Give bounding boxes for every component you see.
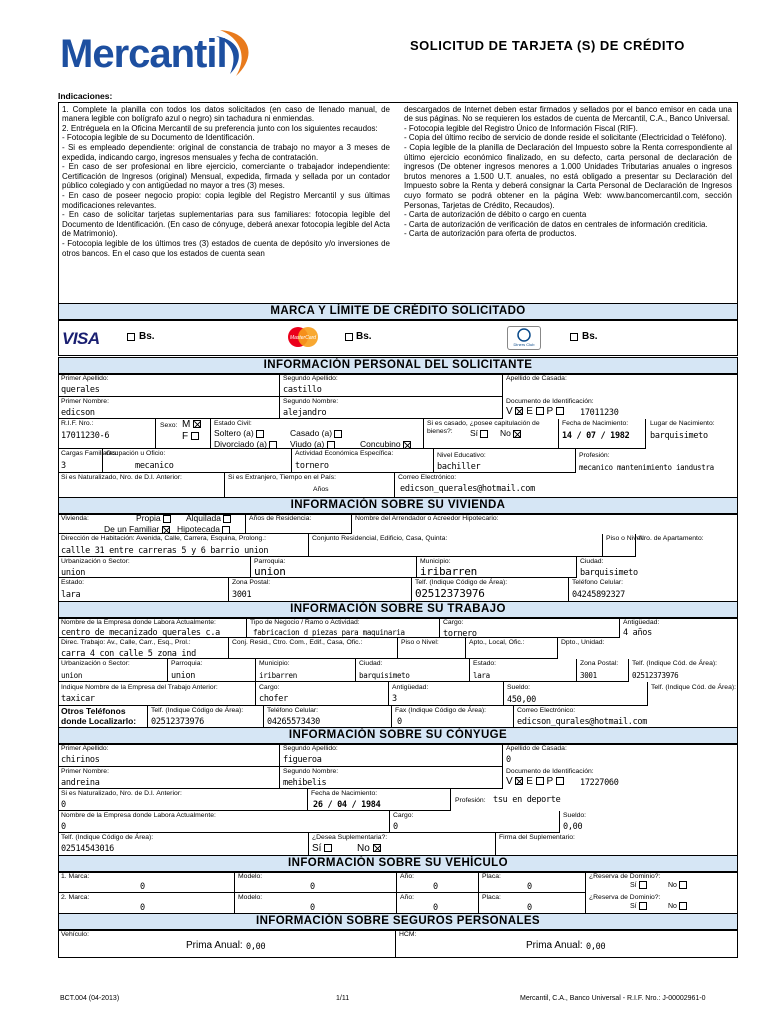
label-conjunto: Conjunto Residencial, Edificio, Casa, Quinta: <box>312 535 448 542</box>
c-sueldo-value[interactable]: 0,00 <box>563 822 583 832</box>
label-primer-apellido: Primer Apellido: <box>61 375 109 382</box>
reserva1-si-checkbox[interactable] <box>639 881 647 889</box>
telx-value[interactable]: 02512373976 <box>151 717 204 727</box>
label-anos: Años <box>313 486 329 493</box>
label-lugar-nacimiento: Lugar de Nacimiento: <box>650 420 715 427</box>
c-telefono-value[interactable]: 02514543016 <box>61 844 114 854</box>
label-marca1: 1. Marca: <box>61 873 90 880</box>
label-c-suplementaria: ¿Desea Suplementaria?: <box>312 834 388 841</box>
email-trabajo-value[interactable]: edicson_qurales@hotmail.com <box>517 717 648 727</box>
label-actividad: Actividad Económica Específica: <box>295 450 394 457</box>
instruction-item: descargados de Internet deben estar firmados y sellados por el banco emisor en cada una de sus páginas. No se requieren los estados de cuenta de Mercantil, C.A., Banco Universal. <box>404 104 732 124</box>
capit-no-checkbox[interactable] <box>513 430 521 438</box>
section-marca: MARCA Y LÍMITE DE CRÉDITO SOLICITADO <box>58 303 738 320</box>
supl-no-checkbox[interactable] <box>373 844 381 852</box>
label-telefono: Telf. (Indique Código de Área): <box>415 579 508 586</box>
c-doc-p-checkbox[interactable] <box>556 777 564 785</box>
instructions <box>58 92 738 310</box>
instruction-item: 2. Entréguela en la Oficina Mercantil de su preferencia junto con los siguientes recaudos: <box>62 123 378 133</box>
label-sueldo: Sueldo: <box>507 684 531 691</box>
marca2-value[interactable]: 0 <box>140 903 145 913</box>
c-profesion-value[interactable]: tsu en deporte <box>493 795 561 805</box>
section-conyuge: INFORMACIÓN SOBRE SU CÓNYUGE <box>58 727 738 744</box>
section-trabajo: INFORMACIÓN SOBRE SU TRABAJO <box>58 601 738 618</box>
label-celular: Teléfono Celular: <box>572 579 624 586</box>
ano1-value[interactable]: 0 <box>433 882 438 892</box>
label-email-trabajo: Correo Electrónico: <box>517 707 576 714</box>
label-c-documento: Documento de Identificación: <box>506 768 594 775</box>
label-negocio: Tipo de Negocio / Ramo o Actividad: <box>250 619 360 626</box>
ciudad-value[interactable]: barquisimeto <box>580 568 638 578</box>
diners-logo <box>507 326 541 350</box>
dir-trabajo-value[interactable]: carra 4 con calle 5 zona ind <box>61 649 196 659</box>
parroquia-value[interactable]: union <box>254 565 286 578</box>
familiar-checkbox[interactable] <box>162 526 170 534</box>
instruction-item: - En caso de solicitar tarjetas suplementarias para sus familiares: fotocopia legible del Documento de Identificación. (En caso de cónyuge, deberá anexar fotocopia legible del Acta de Matrimonio). <box>62 210 390 239</box>
mastercard-text: MasterCard <box>289 335 317 341</box>
cargo-value[interactable]: tornero <box>443 629 477 639</box>
reserva1-si: Sí <box>630 881 647 889</box>
label-tel-trabajo: Telf. (Indique Cód. de Área): <box>632 660 718 667</box>
sexo-m-checkbox[interactable] <box>193 420 201 428</box>
label-email: Correo Electrónico: <box>398 474 457 481</box>
zona-value[interactable]: 3001 <box>232 590 252 600</box>
swoosh-icon <box>210 26 260 78</box>
page-title: SOLICITUD DE TARJETA (S) DE CRÉDITO <box>410 38 685 53</box>
c-supl-no: No <box>357 843 381 854</box>
label-dir-trabajo: Direc. Trabajo: Av., Calle, Carr., Esq., Prol.: <box>61 639 191 646</box>
lugar-nacimiento-value[interactable]: barquisimeto <box>650 431 708 441</box>
doc-e-label: E <box>526 406 533 417</box>
label-hcm: HCM: <box>399 931 417 938</box>
ciudad-trabajo-value[interactable]: barquisimeto <box>359 671 410 680</box>
civil-concubino: Concubino <box>360 439 411 449</box>
instruction-item: - Copia del último recibo de servicio de donde reside el solicitante (Electricidad o Teléfono). <box>404 133 727 143</box>
label-vivienda: Vivienda: <box>61 515 89 522</box>
label-empresa: Nombre de la Empresa donde Labora Actualmente: <box>61 619 216 626</box>
instruction-item: - Copia legible de la planilla de Declaración del Impuesto sobre la Renta correspondiente al último ejercicio económico finalizado, en su defecto, carta personal de declaración de ingresos (De obtener ingresos menores a 1.000 Unidades Tributarias anuales o ingresos brutos menores a 1.500 U.T. anuales, no está obligado a presentar su Declaración del Impuesto sobre la Renta y deberá consignar la Carta Personal de Declaración de Ingresos cuyo formato se podrá obtener en la página Web: www.bancomercantil.com, sección Personas, Tarjetas de Crédito, Recaudos). <box>404 142 732 210</box>
doc-v-checkbox[interactable] <box>515 407 523 415</box>
label-vehiculo-seguro: Vehículo: <box>61 931 89 938</box>
label-estado-trabajo: Estado: <box>473 660 497 667</box>
c-naturalizado-value[interactable]: 0 <box>61 800 66 810</box>
sexo-f-group: F <box>182 431 199 442</box>
label-ano2: Año: <box>400 894 414 901</box>
c-documento-value[interactable]: 17227060 <box>580 778 619 788</box>
placa1-value[interactable]: 0 <box>527 882 532 892</box>
label-extranjero: Si es Extranjero, Tiempo en el País: <box>228 474 337 481</box>
prima2-value[interactable]: 0,00 <box>586 942 606 952</box>
label-c-naturalizado: Si es Naturalizado, Nro. de D.I. Anterior: <box>61 790 182 797</box>
placa2-value[interactable]: 0 <box>527 903 532 913</box>
label-ciudad: Ciudad: <box>580 558 604 565</box>
footer-code: BCT.004 (04-2013) <box>60 995 120 1002</box>
mun-trabajo-value[interactable]: iribarren <box>259 671 297 680</box>
marca1-value[interactable]: 0 <box>140 882 145 892</box>
sexo-m-group: M <box>182 419 201 430</box>
telefono-value[interactable]: 02512373976 <box>415 587 485 600</box>
civil-viudo: Viudo (a) <box>290 439 335 449</box>
municipio-value[interactable]: iribarren <box>420 565 477 578</box>
label-placa2: Placa: <box>482 894 501 901</box>
direccion-value[interactable]: callle 31 entre carreras 5 y 6 barrio union <box>61 546 269 556</box>
prima2-label: Prima Anual: <box>526 940 583 951</box>
instruction-item: 1. Complete la planilla con todos los datos solicitados (en caso de llenado manual, de manera legible con bolígrafo azul o negro) sin tachadura ni enmiendas. <box>62 104 390 124</box>
instruction-item: - Fotocopia legible de su Documento de Identificación. <box>62 133 255 143</box>
label-anos-residencia: Años de Residencia: <box>249 515 312 522</box>
section-vehiculo: INFORMACIÓN SOBRE SU VEHÍCULO <box>58 855 738 872</box>
c-empresa-value[interactable]: 0 <box>61 822 66 832</box>
soltero-checkbox[interactable] <box>256 430 264 438</box>
label-conj-trabajo: Conj. Resid., Ctro. Com., Edif., Casa, Ofic.: <box>232 639 363 646</box>
label-fax: Fax (Indique Código de Área): <box>395 707 487 714</box>
c-supl-si: Sí <box>312 843 332 854</box>
instructions-left <box>62 105 398 307</box>
reserva2-no-checkbox[interactable] <box>679 902 687 910</box>
capit-si: Sí <box>470 428 488 438</box>
bs-label: Bs. <box>139 331 155 342</box>
ano2-value[interactable]: 0 <box>433 903 438 913</box>
instruction-item: - Carta de autorización de débito o cargo en cuenta <box>404 210 587 220</box>
footer-page: 1/11 <box>336 995 350 1002</box>
label-piso-trabajo: Piso o Nivel: <box>401 639 439 646</box>
bs-label: Bs. <box>582 331 598 342</box>
label-c-fecha-nacimiento: Fecha de Nacimiento: <box>311 790 378 797</box>
celx-value[interactable]: 04265573430 <box>267 717 320 727</box>
label-rif: R.I.F. Nro.: <box>61 420 94 427</box>
sexo-f-checkbox[interactable] <box>191 432 199 440</box>
prima1-value[interactable]: 0,00 <box>246 942 266 952</box>
doc-type-group <box>506 406 564 417</box>
modelo1-value[interactable]: 0 <box>310 882 315 892</box>
label-c-empresa: Nombre de la Empresa donde Labora Actualmente: <box>61 812 216 819</box>
doc-p-label: P <box>546 406 553 417</box>
label-apellido-casada: Apellido de Casada: <box>506 375 567 382</box>
label-antiguedad: Antigüedad: <box>623 619 660 626</box>
label-fecha-nacimiento: Fecha de Nacimiento: <box>562 420 629 427</box>
estado-trabajo-value[interactable]: lara <box>473 671 490 680</box>
label-apartamento: Nro. de Apartamento: <box>639 535 704 542</box>
mastercard-logo <box>286 326 320 348</box>
modelo2-value[interactable]: 0 <box>310 903 315 913</box>
label-sexo: Sexo: <box>160 422 178 429</box>
estado-value[interactable]: lara <box>61 590 81 600</box>
instruction-item: - Fotocopia legible de los últimos tres (3) estados de cuenta de depósito y/o inversiones de otros bancos. En el caso que los estados de cuenta sean <box>62 238 390 258</box>
primer-apellido-value[interactable]: querales <box>61 385 100 395</box>
label-celx: Teléfono Celular: <box>267 707 319 714</box>
viv-familiar: De un Familiar <box>104 524 170 534</box>
tel-trabajo-value[interactable]: 02512373976 <box>632 671 679 680</box>
instructions-box <box>58 102 738 310</box>
c-doc-e-checkbox[interactable] <box>536 777 544 785</box>
label-municipio: Municipio: <box>420 558 451 565</box>
negocio-value[interactable]: fabricacion d piezas para maquinaria <box>253 628 405 637</box>
c-primer-apellido-value[interactable]: chirinos <box>61 755 100 765</box>
mastercard-checkbox[interactable] <box>345 333 353 341</box>
c-apellido-casada-value[interactable]: 0 <box>506 755 511 765</box>
civil-soltero: Soltero (a) <box>214 428 264 438</box>
segundo-apellido-value[interactable]: castillo <box>283 385 322 395</box>
empresa-anterior-value[interactable]: taxicar <box>61 694 95 704</box>
label-segundo-nombre: Segundo Nombre: <box>283 398 339 405</box>
instruction-item: - En caso de poseer negocio propio: copia legible del Registro Mercantil y sus últimas modificaciones relevantes. <box>62 190 390 210</box>
c-segundo-nombre-value[interactable]: mehibelis <box>283 778 327 788</box>
section-personal: INFORMACIÓN PERSONAL DEL SOLICITANTE <box>58 357 738 374</box>
label-direccion: Dirección de Habitación: Avenida, Calle, Carrera, Esquina, Prolong.: <box>61 535 267 542</box>
empresa-value[interactable]: centro de mecanizado querales c.a <box>61 628 220 638</box>
instruction-item: - Si es empleado dependiente: original de constancia de trabajo no mayor a 3 meses de expedida, indicando cargo, ingresos mensuales y fecha de contratación. <box>62 142 390 162</box>
parr-trabajo-value[interactable]: union <box>171 671 196 681</box>
c-fecha-nacimiento-value[interactable]: 26 / 04 / 1984 <box>313 800 381 810</box>
label-c-firma: Firma del Suplementario: <box>499 834 575 841</box>
prima1-label: Prima Anual: <box>186 940 243 951</box>
instruction-item: - Fotocopia legible del Registro Único de Información Fiscal (RIF). <box>404 123 638 133</box>
visa-logo: VISA <box>62 329 100 348</box>
label-antiguedad-anterior: Antigüedad: <box>392 684 429 691</box>
rif-value[interactable]: 17011230-6 <box>61 431 110 441</box>
brand-name: Mercantil <box>60 32 227 76</box>
footer-company: Mercantil, C.A., Banco Universal - R.I.F. Nro.: J-00002961-0 <box>520 995 706 1002</box>
marca-box <box>58 320 738 356</box>
hipotecada-checkbox[interactable] <box>222 526 230 534</box>
label-naturalizado: Si es Naturalizado, Nro. de D.I. Anterior: <box>61 474 182 481</box>
urb-trabajo-value[interactable]: union <box>61 671 83 680</box>
section-seguros: INFORMACIÓN SOBRE SEGUROS PERSONALES <box>58 913 738 930</box>
profesion-value[interactable]: mecanico mantenimiento iandustra <box>579 463 714 472</box>
documento-value[interactable]: 17011230 <box>580 408 619 418</box>
label-modelo2: Modelo: <box>238 894 263 901</box>
label-placa1: Placa: <box>482 873 501 880</box>
instruction-item: - En caso de ser profesional en libre ejercicio, comerciante o trabajador independiente: Certificación de Ingresos (original) Mensual, expedida, firmada y sellada por un contador público colegiado y con antigüedad no mayor a tres (3) meses. <box>62 162 390 191</box>
civil-divorciado: Divorciado (a) <box>214 439 277 449</box>
label-empresa-anterior: Indique Nombre de la Empresa del Trabajo Anterior: <box>61 684 218 691</box>
doc-p-checkbox[interactable] <box>556 407 564 415</box>
label-documento: Documento de Identificación: <box>506 398 594 405</box>
label-cargas: Cargas Familiares: <box>61 450 119 457</box>
casado-checkbox[interactable] <box>334 430 342 438</box>
alquilada-checkbox[interactable] <box>223 515 231 523</box>
civil-casado: Casado (a) <box>290 428 342 438</box>
mercantil-logo <box>60 26 260 82</box>
cargo-anterior-value[interactable]: chofer <box>259 694 288 704</box>
label-cargo-anterior: Cargo: <box>259 684 280 691</box>
fax-value[interactable]: 0 <box>397 717 402 727</box>
reserva2-si-checkbox[interactable] <box>639 902 647 910</box>
bs-label: Bs. <box>356 331 372 342</box>
concubino-checkbox[interactable] <box>403 441 411 449</box>
capit-no: No <box>500 428 521 438</box>
cargas-value[interactable]: 3 <box>61 461 66 471</box>
label-c-sueldo: Sueldo: <box>563 812 587 819</box>
label-arrendador: Nombre del Arrendador o Acreedor Hipotecario: <box>355 515 499 522</box>
label-telx: Telf. (Indique Código de Área): <box>151 707 244 714</box>
label-reserva1: ¿Reserva de Dominio?: <box>589 873 661 880</box>
c-primer-nombre-value[interactable]: andreina <box>61 778 100 788</box>
segundo-nombre-value[interactable]: alejandro <box>283 408 327 418</box>
viv-alquilada: Alquilada <box>186 513 231 523</box>
label-ano1: Año: <box>400 873 414 880</box>
label-c-cargo: Cargo: <box>393 812 414 819</box>
diners-icon <box>508 327 540 349</box>
actividad-value[interactable]: tornero <box>295 461 329 471</box>
label-zona: Zona Postal: <box>232 579 271 586</box>
label-c-primer-apellido: Primer Apellido: <box>61 745 109 752</box>
urbanizacion-value[interactable]: union <box>61 568 86 578</box>
label-c-apellido-casada: Apellido de Casada: <box>506 745 567 752</box>
label-modelo1: Modelo: <box>238 873 263 880</box>
reserva2-si: Sí <box>630 902 647 910</box>
label-parroquia: Parroquia: <box>254 558 286 565</box>
fecha-nacimiento-value[interactable]: 14 / 07 / 1982 <box>562 431 630 441</box>
ocupacion-value[interactable]: mecanico <box>135 461 174 471</box>
viv-hipotecada: Hipotecada <box>177 524 230 534</box>
email-value[interactable]: edicson_querales@hotmail.com <box>400 484 535 494</box>
label-estado-civil: Estado Civil: <box>214 420 252 427</box>
viudo-checkbox[interactable] <box>327 441 335 449</box>
zona-trabajo-value[interactable]: 3001 <box>580 671 597 680</box>
c-cargo-value[interactable]: 0 <box>393 822 398 832</box>
visa-checkbox[interactable] <box>127 333 135 341</box>
instructions-right <box>398 105 734 307</box>
supl-si-checkbox[interactable] <box>324 844 332 852</box>
label-c-telefono: Telf. (Indique Código de Área): <box>61 834 154 841</box>
viv-propia: Propia <box>136 513 171 523</box>
label-zona-trabajo: Zona Postal: <box>580 660 619 667</box>
doc-v-label: V <box>506 406 513 417</box>
c-segundo-apellido-value[interactable]: figueroa <box>283 755 322 765</box>
instructions-title: Indicaciones: <box>58 91 113 101</box>
label-primer-nombre: Primer Nombre: <box>61 398 109 405</box>
doc-e-checkbox[interactable] <box>536 407 544 415</box>
label-c-primer-nombre: Primer Nombre: <box>61 768 109 775</box>
divorciado-checkbox[interactable] <box>269 441 277 449</box>
label-ocupacion: Ocupación u Oficio: <box>106 450 166 457</box>
instruction-item: - Carta de autorización para oferta de productos. <box>404 229 577 239</box>
otros-telefonos-label: Otros Teléfonos donde Localizarlo: <box>61 706 137 726</box>
label-piso: Piso o Nivel: <box>606 535 644 542</box>
label-urbanizacion: Urbanización o Sector: <box>61 558 130 565</box>
sueldo-value[interactable]: 450,00 <box>507 695 536 705</box>
label-c-profesion: Profesión: <box>455 797 486 804</box>
label-apto-trabajo: Apto., Local, Ofic.: <box>469 639 525 646</box>
diners-checkbox[interactable] <box>570 333 578 341</box>
c-doc-v-checkbox[interactable] <box>515 777 523 785</box>
label-parr-trabajo: Parroquia: <box>171 660 203 667</box>
label-ciudad-trabajo: Ciudad: <box>359 660 383 667</box>
label-urb-trabajo: Urbanización o Sector: <box>61 660 130 667</box>
label-cargo: Cargo: <box>443 619 464 626</box>
reserva2-no: No <box>668 902 687 910</box>
antiguedad-value[interactable]: 4 años <box>623 628 652 638</box>
label-nivel: Nivel Educativo: <box>437 452 486 459</box>
label-c-segundo-nombre: Segundo Nombre: <box>283 768 339 775</box>
nivel-value[interactable]: bachiller <box>437 462 481 472</box>
c-doc-type-group: V E P <box>506 776 564 787</box>
celular-value[interactable]: 04245892327 <box>572 590 625 600</box>
capit-si-checkbox[interactable] <box>480 430 488 438</box>
label-capitulacion: Si es casado, ¿posee capitulación de bienes?: <box>427 420 540 435</box>
reserva1-no: No <box>668 881 687 889</box>
instruction-item: - Carta de autorización de verificación de datos en centrales de información crediticia. <box>404 219 708 229</box>
label-segundo-apellido: Segundo Apellido: <box>283 375 338 382</box>
label-tel-anterior: Telf. (Indique Cód. de Área): <box>651 684 737 691</box>
propia-checkbox[interactable] <box>163 515 171 523</box>
antiguedad-anterior-value[interactable]: 3 <box>392 694 397 704</box>
primer-nombre-value[interactable]: edicson <box>61 408 95 418</box>
reserva1-no-checkbox[interactable] <box>679 881 687 889</box>
diners-text: Diners Club <box>513 342 535 347</box>
label-dpto-trabajo: Dpto., Unidad: <box>561 639 605 646</box>
label-c-segundo-apellido: Segundo Apellido: <box>283 745 338 752</box>
label-profesion: Profesión: <box>579 452 610 459</box>
section-vivienda: INFORMACIÓN SOBRE SU VIVIENDA <box>58 497 738 514</box>
label-estado: Estado: <box>61 579 85 586</box>
label-marca2: 2. Marca: <box>61 894 90 901</box>
label-reserva2: ¿Reserva de Dominio?: <box>589 894 661 901</box>
label-mun-trabajo: Municipio: <box>259 660 290 667</box>
